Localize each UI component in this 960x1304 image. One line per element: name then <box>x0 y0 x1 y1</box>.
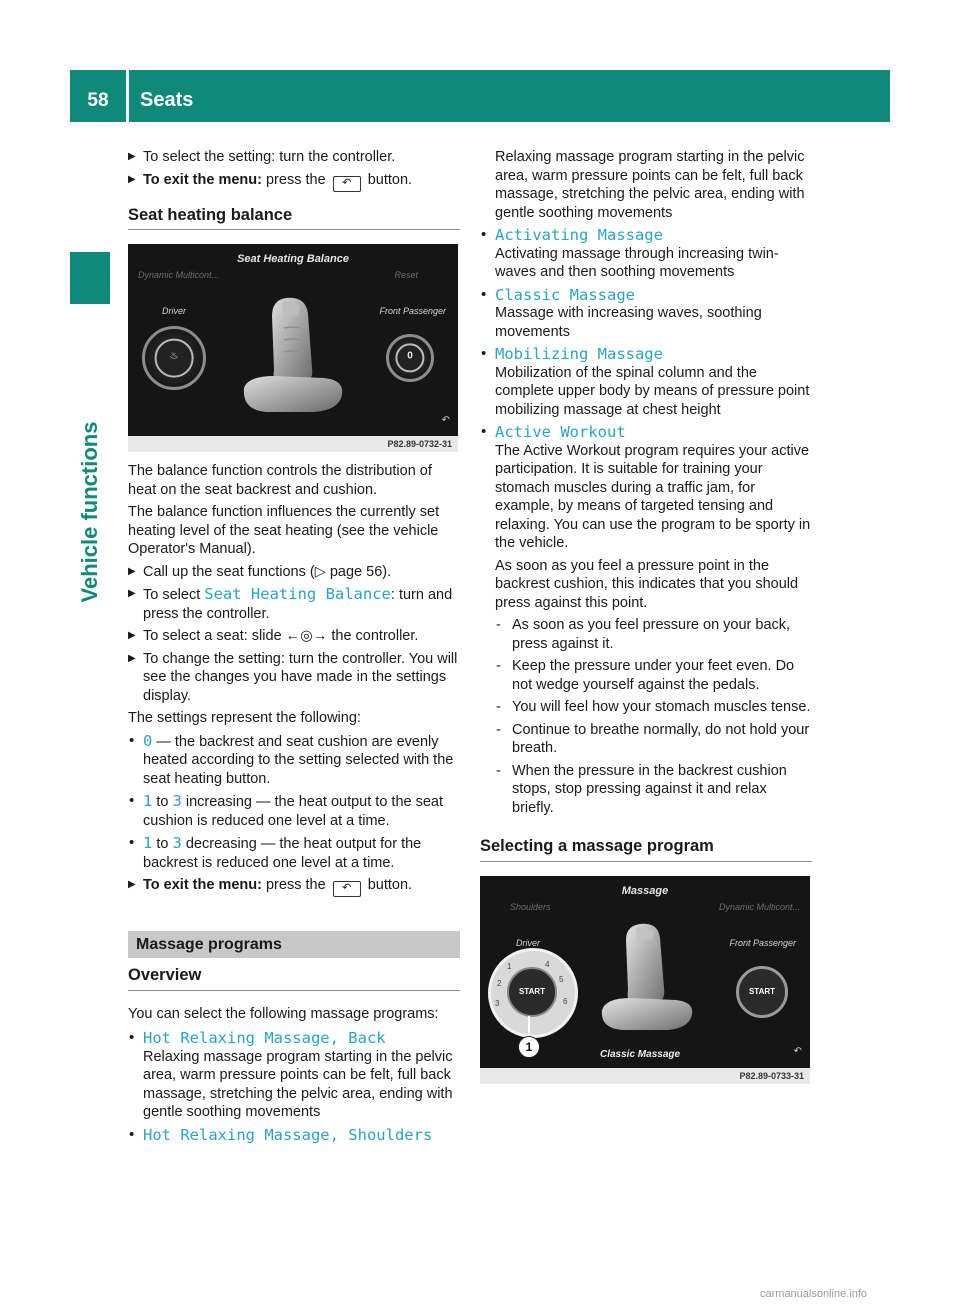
paragraph-balance-function: The balance function controls the distribution of heat on the seat backrest and cushion. <box>128 463 432 498</box>
workout-step: - You will feel how your stomach muscles tense. <box>480 698 812 717</box>
program-description: Mobilization of the spinal column and the complete upper body by means of pressure point mobilizing massage at chest height <box>495 364 810 418</box>
figure-title: Massage <box>621 884 669 897</box>
program-activating-massage <box>480 226 812 282</box>
dial-number: 5 <box>559 974 564 984</box>
figure-tab-right: Dynamic Multicont... <box>718 901 800 912</box>
program-description: Relaxing massage program starting in the pelvic area, warm pressure points can be felt, full back massage, stretching the pelvic area, ending with gentle soothing movements <box>143 1048 453 1120</box>
step-exit-label: To exit the menu: <box>143 171 262 188</box>
program-hot-relaxing-back <box>128 1029 460 1122</box>
right-column <box>480 148 812 1084</box>
figure-seat-heating-balance <box>128 244 458 452</box>
dial-number: 3 <box>495 998 500 1008</box>
seat-illustration <box>592 918 702 1038</box>
step-select-seat: ▶ To select a seat: slide ←◎→ the controller. <box>128 627 460 646</box>
figure-passenger-label: Front Passenger <box>729 937 796 948</box>
program-name: • Hot Relaxing Massage, Back <box>143 1029 386 1047</box>
program-hot-relaxing-shoulders <box>128 1126 460 1145</box>
figure-passenger-label: Front Passenger <box>379 306 446 316</box>
step-exit-menu: ▶ To exit the menu: press the ↶ button. <box>128 171 460 192</box>
page-number: 58 <box>87 90 109 111</box>
step-select-setting: ▶ To select the setting: turn the controller. <box>128 148 460 167</box>
figure-title: Seat Heating Balance <box>237 253 349 265</box>
callout-1: 1 <box>518 1036 540 1058</box>
step-exit-menu-2: ▶ To exit the menu: press the ↶ button. <box>128 876 460 897</box>
back-button-icon: ↶ <box>333 176 361 192</box>
program-classic-massage <box>480 286 812 342</box>
driver-start-button: START <box>507 967 557 1017</box>
figure-code: P82.89-0733-31 <box>480 1068 810 1084</box>
program-name: • Mobilizing Massage <box>495 345 663 363</box>
settings-intro: The settings represent the following: <box>128 710 361 726</box>
dial-number: 1 <box>507 961 512 971</box>
setting-value: 0 <box>143 731 153 750</box>
step-change-setting: ▶ To change the setting: turn the controller. You will see the changes you have made in the settings display. <box>128 650 460 706</box>
dial-number: 2 <box>497 978 502 988</box>
passenger-dial-value: 0 <box>395 343 424 372</box>
page-reference: ▷ page 56 <box>314 563 383 580</box>
passenger-start-button: START <box>736 966 788 1018</box>
heading-seat-heating-balance: Seat heating balance <box>128 206 460 231</box>
passenger-heat-dial <box>386 334 434 382</box>
workout-step: - When the pressure in the backrest cushion stops, stop pressing against it and relax briefly. <box>480 762 812 818</box>
back-button-icon: ↶ <box>333 881 361 897</box>
overview-intro: You can select the following massage programs: <box>128 1005 439 1022</box>
program-name: • Hot Relaxing Massage, Shoulders <box>143 1125 433 1144</box>
chapter-title: Seats <box>140 89 194 111</box>
left-column <box>128 148 460 1148</box>
figure-driver-label: Driver <box>162 306 186 316</box>
dial-number: 4 <box>545 959 550 969</box>
figure-back-icon: ↶ <box>441 414 450 426</box>
workout-note: As soon as you feel a pressure point in the backrest cushion, this indicates that you should press against this point. <box>495 557 799 611</box>
selected-program-label: Classic Massage <box>600 1048 681 1060</box>
sidebar-tab-marker <box>70 252 110 304</box>
seat-illustration <box>228 292 358 422</box>
figure-code: P82.89-0732-31 <box>128 436 458 452</box>
header-divider <box>126 70 129 122</box>
program-description: Activating massage through increasing twin-waves and then soothing movements <box>495 245 779 280</box>
workout-step: - Continue to breathe normally, do not hold your breath. <box>480 721 812 758</box>
callout-leader-line <box>528 1016 530 1036</box>
program-selector-ring <box>488 948 578 1038</box>
heading-selecting-massage-program: Selecting a massage program <box>480 837 812 862</box>
program-name: • Classic Massage <box>495 285 635 304</box>
program-description: Massage with increasing waves, soothing movements <box>495 305 762 340</box>
setting-item-0: • 0 — the backrest and seat cushion are evenly heated according to the setting selected with the seat heating button. <box>128 732 460 789</box>
figure-massage-selection <box>480 876 810 1084</box>
program-name: • Activating Massage <box>495 226 663 244</box>
program-description: The Active Workout program requires your active participation. It is suitable for training your stomach muscles during a traffic jam, for example, by means of targeted tensing and relaxing. You can use the program to be sporty in the vehicle. <box>495 442 811 551</box>
program-mobilizing-massage <box>480 345 812 419</box>
figure-tab-right: Reset <box>394 270 418 280</box>
setting-item-decreasing: • 1 to 3 decreasing — the heat output for the backrest is reduced one level at a time. <box>128 834 460 872</box>
workout-step: - As soon as you feel pressure on your back, press against it. <box>480 616 812 653</box>
driver-heat-dial <box>142 326 206 390</box>
figure-back-icon: ↶ <box>793 1046 802 1057</box>
setting-item-increasing: • 1 to 3 increasing — the heat output to the seat cushion is reduced one level at a time. <box>128 792 460 830</box>
program-active-workout <box>480 423 812 612</box>
dial-number: 6 <box>563 996 568 1006</box>
heading-overview: Overview <box>128 966 460 991</box>
controller-slide-icon: ←◎→ <box>285 628 328 644</box>
menu-item-seat-heating-balance: Seat Heating Balance <box>204 585 391 603</box>
program-description-continued: Relaxing massage program starting in the pelvic area, warm pressure points can be felt, full back massage, stretching the pelvic area, ending with gentle soothing movements <box>495 149 805 221</box>
seat-heat-icon: ♨ <box>155 339 194 378</box>
step-select-seat-heating-balance: ▶ To select Seat Heating Balance: turn and press the controller. <box>128 585 460 623</box>
paragraph-balance-influence: The balance function influences the currently set heating level of the seat heating (see the vehicle Operator's Manual). <box>128 504 440 557</box>
workout-step: - Keep the pressure under your feet even. Do not wedge yourself against the pedals. <box>480 657 812 694</box>
footer-watermark: carmanualsonline.info <box>760 1288 868 1300</box>
section-massage-programs: Massage programs <box>128 931 460 958</box>
figure-tab-left: Shoulders <box>510 901 551 912</box>
figure-tab-left: Dynamic Multicont... <box>138 270 220 280</box>
figure-driver-label: Driver <box>516 937 540 948</box>
step-call-up-seat-functions: ▶ Call up the seat functions (▷ page 56). <box>128 563 460 582</box>
program-name: • Active Workout <box>495 423 626 441</box>
